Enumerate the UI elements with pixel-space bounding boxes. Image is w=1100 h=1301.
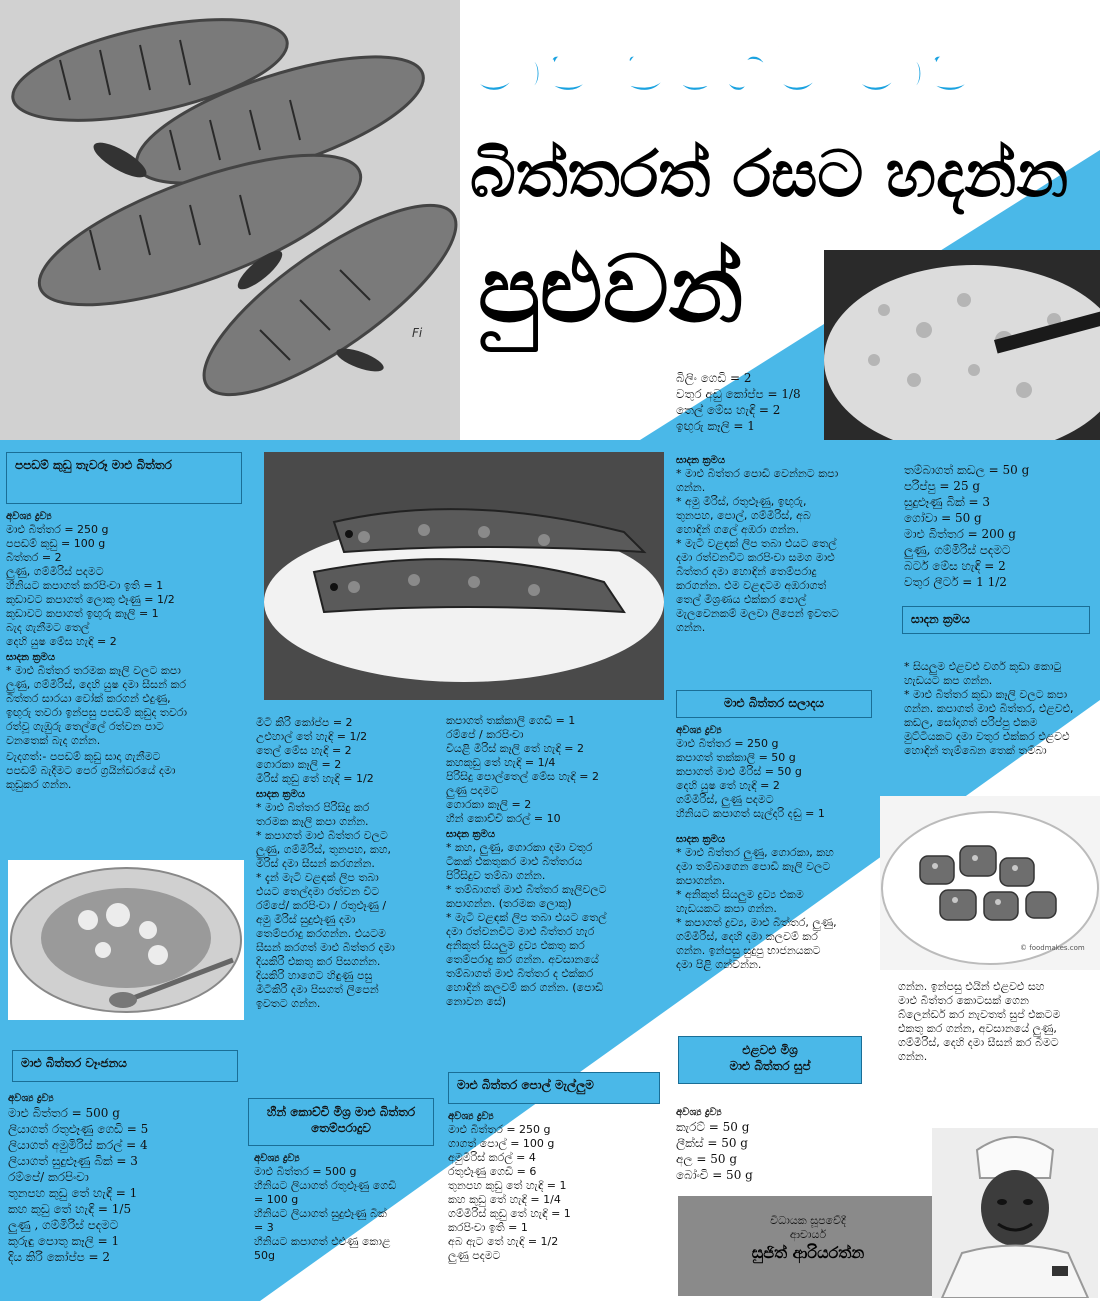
section-3-title: හීන් කොච්චි මිශ්‍ර මාළු බිත්තර තෙම්පරාදුව — [266, 1105, 416, 1135]
ingredient-line: ගෝවා = 50 g — [904, 511, 982, 525]
ingredient-line: 50g — [254, 1249, 275, 1262]
ingredient-line: රම්පේ / කරපිංචා — [446, 728, 524, 741]
column-5-method — [904, 660, 1100, 758]
section-6-title-box — [678, 1036, 862, 1084]
column-5 — [904, 462, 1100, 590]
step-line: ගන්න. — [676, 621, 706, 634]
ingredient-line: කුරුඳු පොතු කෑලි = 1 — [8, 1234, 120, 1248]
hero-fish-roe-photo — [0, 0, 460, 440]
step-line: දියකිරි එකතු කර පිසගන්න. — [256, 955, 381, 968]
fish-roe-fry-photo — [824, 250, 1100, 440]
ingredient-line: ගම්මිරිස් කුඩු තේ හැඳි = 1 — [448, 1207, 571, 1220]
step-line: තෙල් මිශ්‍රණය එක්කර පොල් — [676, 593, 807, 606]
step-line: ගම්මිරිස්, දෙහි දමා කලවම් කර — [676, 930, 818, 943]
step-line: ගන්න. කපාගත් මාළු බිත්තර, එළවළු, — [904, 702, 1074, 715]
step-line: දමා රත්වනවිට කරපිංචා සමග මාළු — [676, 551, 835, 564]
step-line: තුනපහ, පොල්, ගම්මිරිස්, අබ — [676, 509, 811, 522]
ingredient-line: බිලිං ගෙඩි = 2 — [676, 371, 752, 385]
section-4-body — [448, 1108, 662, 1263]
ingredient-line: ඉඟුරු කෑලි = 1 — [676, 419, 755, 433]
ingredient-line: පපඩම් කුඩු = 100 g — [6, 537, 106, 550]
ingredient-line: හීනියට කපාගත් සැල්දරි දඬු = 1 — [676, 807, 825, 820]
ingredient-line: ගම්මිරිස්, ලුණු පදමට — [676, 793, 774, 806]
step-line: * මාළු බිත්තර කුඩා කෑලි වලට කපා — [904, 688, 1068, 701]
ingredient-line: කුඩාවට කපාගත් ලොකු ළූණු = 1/2 — [6, 593, 175, 606]
section-4-title: මාළු බිත්තර පොල් මැල්ලුම — [457, 1078, 594, 1092]
ingredient-line: කරපිංචා ඉති = 1 — [448, 1221, 528, 1234]
step-line: එකතු කර ගන්න, අවසානයේ ලුණු, — [898, 1022, 1057, 1035]
ingredient-line: = 100 g — [254, 1193, 299, 1206]
step-line: පිරිසිදුව තම්බා ගන්න. — [446, 869, 546, 882]
ingredient-line: කහකුඩු තේ හැඳි = 1/4 — [446, 756, 556, 769]
step-line: හැඩයට කප ගන්න. — [904, 674, 993, 687]
ingredient-line: මාළු බිත්තර = 500 g — [8, 1106, 120, 1120]
soup-bowl-photo — [8, 860, 244, 1020]
section-6-title-b: මාළු බිත්තර සුප් — [729, 1059, 811, 1073]
step-line: මැලවෙනකම් මලවා ලිපෙන් ඉවතට — [676, 607, 839, 620]
step-line: * අනිකුත් සියලුම ද්‍රව්‍ය එකම — [676, 888, 804, 901]
top-ingredients — [676, 370, 826, 434]
section-5-title: මාළු බිත්තර සලාදය — [723, 696, 825, 710]
chef-name: සුජිත් ආරියරත්න — [751, 1243, 865, 1262]
step-line: * කහ, ලුණු, ගොරකා දමා වතුර — [446, 841, 593, 854]
ingredient-line: බෝංචි = 50 g — [676, 1168, 753, 1182]
step-line: * දැන් මැටි වළඳක් ලිප තබා — [256, 871, 379, 884]
ingredient-line: පිරිසිදු පොල්තෙල් මේස හැඳි = 2 — [446, 770, 599, 783]
step-line: නොවන සේ) — [446, 995, 507, 1008]
ingredient-line: ගාගත් පොල් = 100 g — [448, 1137, 555, 1150]
step-line: හොඳින් ගලේ අඹරා ගන්න. — [676, 523, 799, 536]
ingredient-line: ලුණු, ගම්මිරිස් පදමට — [904, 543, 1011, 557]
ingredient-line: මාළු බිත්තර = 200 g — [904, 527, 1016, 541]
ingredient-line: තෙල් මේස හැඳි = 2 — [256, 744, 352, 757]
step-line: ඉඟුරු තවරා ඉන්පසු පපඩම් කුඩුද තවරා — [6, 706, 188, 719]
ingredient-line: දිය කිරි කෝප්ප = 2 — [8, 1250, 111, 1264]
section-3-title-box — [248, 1098, 434, 1146]
ingredient-line: දෙහි යුෂ තේ හැඳි = 2 — [676, 779, 780, 792]
ingredient-line: කපාගත් මාළු මිරිස් = 50 g — [676, 765, 802, 778]
step-line: දමා තම්බාගෙන පොඩි කෑලි වලට — [676, 860, 831, 873]
ingredient-line: තම්බාගත් කඩල = 50 g — [904, 463, 1030, 477]
ingredient-line: ලුණු පදමට — [446, 784, 499, 797]
ingredient-line: කහ කුඩු තේ හැඳි = 1/5 — [8, 1202, 132, 1216]
step-line: දමා රත්වනවිට මාළු බිත්තර හැර — [446, 925, 595, 938]
needs-heading: අවශ්‍ය ද්‍රව්‍ය — [676, 1107, 722, 1118]
method-heading: සාදන ක්‍රමය — [6, 652, 56, 663]
ingredient-line: බටර් මේස හැඳි = 2 — [904, 559, 1006, 573]
step-line: තම්බාගත් මාළු බිත්තර ද එක්කර — [446, 967, 594, 980]
ingredient-line: සුදුළූණු බික් = 3 — [904, 495, 991, 509]
ingredient-line: මාළු බිත්තර = 250 g — [6, 523, 109, 536]
step-line: * මාළු බිත්තර ලුණු, ගොරකා, කහ — [676, 846, 834, 859]
ingredient-line: ගොරකා කෑලි = 2 — [446, 798, 532, 811]
step-line: * මාළු බිත්තර පිරිසිදු කර — [256, 801, 370, 814]
column-2-top — [256, 716, 436, 1011]
step-line: ලුණු, ගම්මිරිස්, දෙහි යුෂ දමා සීසන් කර — [6, 678, 187, 691]
section-2-title-box — [12, 1050, 238, 1082]
column-5-continued — [898, 980, 1098, 1064]
ingredient-line: ගොරකා කෑලි = 2 — [256, 758, 342, 771]
ingredient-line: මාළු බිත්තර = 250 g — [448, 1123, 551, 1136]
ingredient-line: උළුහාල් තේ හැඳි = 1/2 — [256, 730, 368, 743]
step-line: ගන්න. — [898, 1050, 928, 1063]
step-line: * අමු මිරිස්, රතුළූණු, ඉඟුරු, — [676, 495, 807, 508]
section-6-method-box — [902, 606, 1090, 634]
step-line: * මැටි වළඳක් ලිප තබා එයට තෙල් — [676, 537, 837, 550]
needs-heading: අවශ්‍ය ද්‍රව්‍ය — [8, 1093, 54, 1104]
ingredient-line: බිත්තර = 2 — [6, 551, 62, 564]
needs-heading: අවශ්‍ය ද්‍රව්‍ය — [254, 1153, 300, 1164]
method-heading: සාදන ක්‍රමය — [676, 455, 726, 466]
step-line: සීසන් කරගත් මාළු බිත්තර දමා — [256, 941, 395, 954]
step-line: * කපාගත් මාළු බිත්තර වලට — [256, 829, 388, 842]
ingredient-line: මාළු බිත්තර = 500 g — [254, 1165, 357, 1178]
chef-title: ආචාර්ය — [789, 1228, 827, 1241]
step-line: * මැටි වළඳක් ලිප තබා එයට තෙල් — [446, 911, 607, 924]
step-line: * මාළු බිත්තර පොඩි වෙන්නට කපා — [676, 467, 839, 480]
ingredient-line: අමුමිරිස් කරල් = 4 — [448, 1151, 536, 1164]
step-line: හැඩයකට කපා ගන්න. — [676, 902, 777, 915]
ingredient-line: හීනියට ලියාගත් සුදුළූණු බික් — [254, 1207, 387, 1220]
step-line: රත්වූ ගැඹුරු තෙල්ලේ රත්වන පාට — [6, 720, 164, 733]
method-heading: සාදන ක්‍රමය — [446, 829, 496, 840]
ingredient-line: ලියාගත් අමුමිරිස් කරල් = 4 — [8, 1138, 148, 1152]
chef-portrait — [932, 1128, 1098, 1298]
step-line: කපාගන්න. (තරමක ලොකු) — [446, 897, 572, 910]
ingredient-line: හීනියට ලියාගත් රතුළූණු ගෙඩි — [254, 1179, 397, 1192]
step-line: * කපාගත් ද්‍රව්‍ය, මාළු බිත්තර, ලුණු, — [676, 916, 837, 929]
ingredient-line: බැද ගැනීමට තෙල් — [6, 621, 90, 634]
note-line: පපඩම් බැදීමට පෙර ග්‍රයින්ඩරයේ දමා — [6, 764, 176, 777]
ingredient-line: කහ කුඩු තේ හැඳි = 1/4 — [448, 1193, 561, 1206]
ingredient-line: ලීක්ස් = 50 g — [676, 1136, 748, 1150]
section-1-body — [6, 508, 250, 792]
ingredient-line: = 3 — [254, 1221, 274, 1234]
section-5-title-box — [676, 690, 872, 718]
ingredient-line: වතුර අඩු කෝප්ප = 1/8 — [676, 387, 801, 401]
section-5-body — [676, 722, 876, 972]
section-4-title-box — [448, 1072, 660, 1104]
fried-fish-photo — [264, 452, 664, 700]
step-line: මාළු බිත්තර කොටසක් ගෙන — [898, 994, 1029, 1007]
ingredient-line: කුඩාවට කපාගත් ඉඟුරු කෑලි = 1 — [6, 607, 159, 620]
note-line: වැදගත්:- පපඩම් කුඩු සාදා ගැනීමට — [6, 750, 161, 763]
step-line: ලුණු, ගම්මිරිස්, තුනපහ, කහ, — [256, 843, 392, 856]
ingredient-line: තුනපහ කුඩු තේ හැඳි = 1 — [448, 1179, 567, 1192]
title-line-2: බිත්තරත් රසට හදන්න — [470, 138, 1069, 212]
step-line: හොඳින් කලවම් කර ගන්න. (පොඩි — [446, 981, 604, 994]
step-line: රම්පේ/ කරපිංචා / රතුළූණු / — [256, 899, 387, 912]
step-line: බ්ලෙන්ඩර් කර නැවතත් සුප් එකටම — [898, 1008, 1061, 1021]
step-line: මුට්ටියකට දමා වතුර එක්කර එළවළු — [904, 730, 1070, 743]
ingredient-line: හීන් කොච්චි කරල් = 10 — [446, 812, 561, 825]
title-line-1: මාළු වගේම මාළු — [470, 27, 977, 109]
ingredient-line: මීටි කිරි කෝප්ප = 2 — [256, 716, 353, 729]
section-6-body — [676, 1104, 876, 1183]
ingredient-line: අල = 50 g — [676, 1152, 737, 1166]
note-line: කුඩුකර ගන්න. — [6, 778, 72, 791]
step-line: කඩල, සෝදාගත් පරිප්පු එකම — [904, 716, 1038, 729]
step-line: තෙම්පරාදු කරගන්න. එයටම — [256, 927, 386, 940]
ingredient-line: පරිප්පු = 25 g — [904, 479, 981, 493]
step-line: වනතෙක් බැද ගන්න. — [6, 734, 101, 747]
needs-heading: අවශ්‍ය ද්‍රව්‍ය — [676, 725, 722, 736]
photo-watermark: Fi — [412, 326, 423, 340]
step-line: තරමක කෑලි කපා ගන්න. — [256, 815, 369, 828]
step-line: දමා පිළි ගන්වන්න. — [676, 958, 762, 971]
ingredient-line: වතුර ලීටර් = 1 1/2 — [904, 575, 1007, 589]
step-line: අමු මිරිස් සුදුළූණු දමා — [256, 913, 356, 926]
ingredient-line: මාළු බිත්තර = 250 g — [676, 737, 779, 750]
needs-heading: අවශ්‍ය ද්‍රව්‍ය — [448, 1111, 494, 1122]
step-line: * සියලුම එළවළු වර්ග කුඩා කොටු — [904, 660, 1062, 673]
ingredient-line: වියළි මිරිස් කෑලි තේ හැඳි = 2 — [446, 742, 585, 755]
column-4-top — [676, 452, 876, 635]
method-heading: සාදන ක්‍රමය — [256, 789, 306, 800]
step-line: ගන්න. ඉන්පසු සුදුපු භාජනයකට — [676, 944, 821, 957]
step-line: බිත්තර දමා හොඳින් තෙම්පරාදු — [676, 565, 817, 578]
ingredient-line: ලුණු පදමට — [448, 1249, 501, 1262]
ingredient-line: කපාගත් තක්කාලි = 50 g — [676, 751, 796, 764]
ingredient-line: මිරිස් කුඩු තේ හැඳි = 1/2 — [256, 772, 374, 785]
section-2-body — [8, 1090, 248, 1265]
ingredient-line: හීනියට කපාගත් එළුණු කොළ — [254, 1235, 391, 1248]
ingredient-line: කපාගත් තක්කාලි ගෙඩි = 1 — [446, 714, 576, 727]
step-line: අනිකුත් සියලුම ද්‍රව්‍ය එකතු කර — [446, 939, 585, 952]
column-3-top — [446, 714, 656, 1009]
ingredient-line: රම්පේ/ කරපිංචා — [8, 1170, 89, 1184]
method-heading: සාදන ක්‍රමය — [676, 834, 726, 845]
section-1-title: පපඩම් කුඩු තැවරූ මාළු බිත්තර — [15, 458, 172, 472]
step-line: * තම්බාගත් මාළු බිත්තර කෑලිවලට — [446, 883, 607, 896]
step-line: ගන්න. — [676, 481, 706, 494]
ingredient-line: දෙහි යුෂ මේස හැඳි = 2 — [6, 635, 117, 648]
section-1-title-box — [6, 452, 242, 504]
method-heading: සාදන ක්‍රමය — [911, 612, 970, 626]
ingredient-line: රතුළූණු ගෙඩි = 6 — [448, 1165, 537, 1178]
ingredient-line: කැරට් = 50 g — [676, 1120, 750, 1134]
step-line: හොඳින් තැම්බෙන තෙක් තම්බා — [904, 744, 1047, 757]
step-line: දියකිරි හාගෙට හිඳුණු පසු — [256, 969, 373, 982]
needs-heading: අවශ්‍ය ද්‍රව්‍ය — [6, 511, 52, 522]
step-line: ටිකක් එකතුකර මාළු බිත්තරය — [446, 855, 583, 868]
title-line-3: පුළුවන් — [478, 236, 744, 343]
ingredient-line: හීනියට කපාගත් කරපිංචා ඉති = 1 — [6, 579, 164, 592]
step-line: ඉවතට ගන්න. — [256, 997, 321, 1010]
ingredient-line: ලියාගත් රතුළූණු ගෙඩි = 5 — [8, 1122, 149, 1136]
step-line: තෙම්පරාදු කර ගන්න. අවසානයේ — [446, 953, 599, 966]
step-line: මීටිකිරි දමා පිසගත් ලිපෙන් — [256, 983, 379, 996]
step-line: ගම්මිරිස්, දෙහි දමා සීසන් කර බීමට — [898, 1036, 1059, 1049]
photo-credit: © foodmakes.com — [1020, 944, 1085, 952]
step-line: කරගන්න. එම වළඳටම අඹරාගත් — [676, 579, 827, 592]
step-line: ගන්න. ඉන්පසු එයින් එළවළු සහ — [898, 980, 1045, 993]
ingredient-line: ලුණු , ගම්මිරිස් පදමට — [8, 1218, 119, 1232]
section-3-body — [254, 1150, 434, 1263]
step-line: බිත්තර සාරයා වෝක් කරගන් එදුණු, — [6, 692, 171, 705]
ingredient-line: ලියාගත් සුදුළූණු බික් = 3 — [8, 1154, 138, 1168]
section-2-title: මාළු බිත්තර වෑංජනය — [21, 1056, 127, 1070]
step-line: එයට තෙල්දමා රත්වන විට — [256, 885, 380, 898]
ingredient-line: තුනපහ කුඩු තේ හැඳි = 1 — [8, 1186, 138, 1200]
section-6-title-a: එළවළු මිශ්‍ර — [742, 1043, 798, 1057]
ingredient-line: අබ ඇට තේ හැඳි = 1/2 — [448, 1235, 559, 1248]
step-line: මිරිස් දමා සීසන් කරගන්න. — [256, 857, 375, 870]
step-line: * මාළු බිත්තර තරමක කෑලි වලට කපා — [6, 664, 181, 677]
step-line: කපාගන්න. — [676, 874, 726, 887]
ingredient-line: ලුණු, ගම්මිරිස් පදමට — [6, 565, 104, 578]
ingredient-line: තෙල් මේස හැඳි = 2 — [676, 403, 781, 417]
chef-role: විධායක සූපවේදී — [770, 1214, 846, 1227]
